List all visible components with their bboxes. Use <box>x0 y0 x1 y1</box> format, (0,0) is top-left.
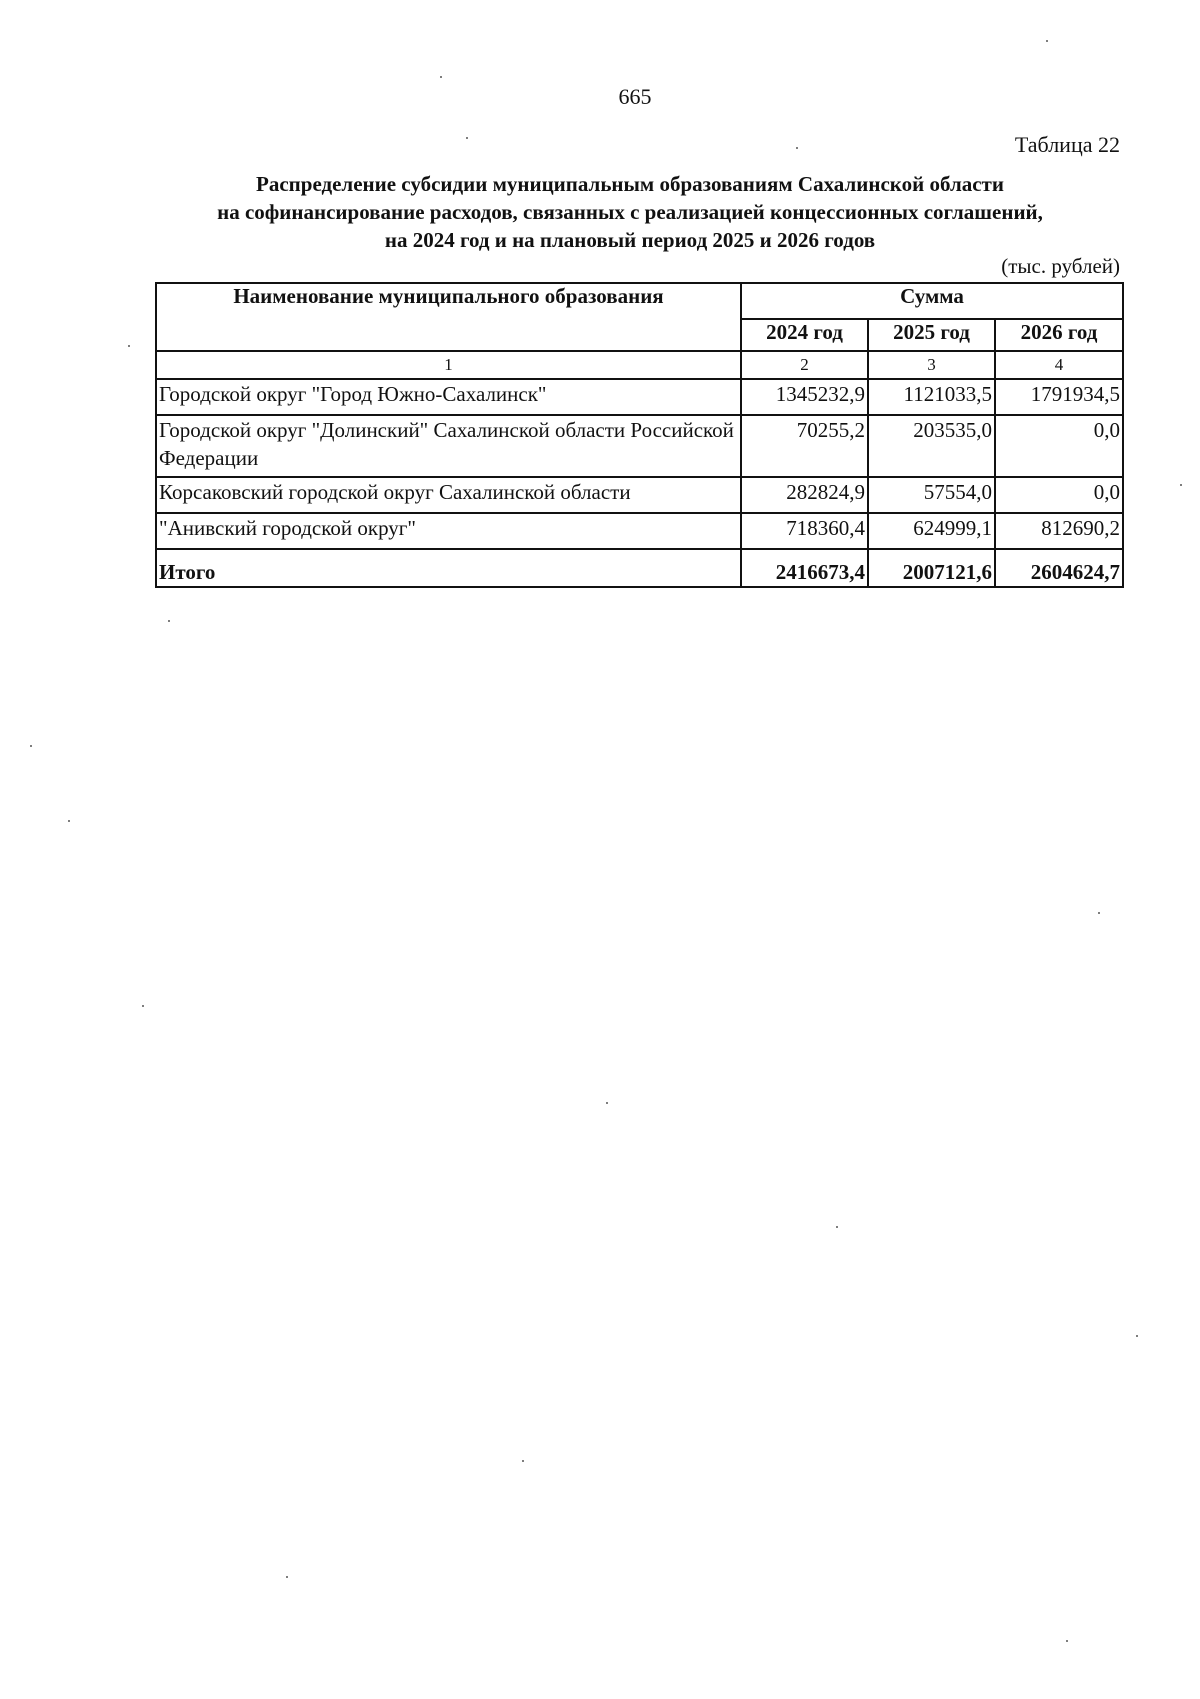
row-value-2025: 57554,0 <box>868 477 995 513</box>
scan-speck <box>30 745 32 747</box>
scan-speck <box>466 137 468 139</box>
scan-speck <box>440 76 442 78</box>
scan-speck <box>836 1226 838 1228</box>
scan-speck <box>522 1460 524 1462</box>
scan-speck <box>1180 484 1182 486</box>
row-value-2025: 624999,1 <box>868 513 995 549</box>
table-row <box>156 513 1123 549</box>
scan-speck <box>286 1576 288 1578</box>
title-line-1: Распределение субсидии муниципальным образованиям Сахалинской области <box>256 172 1004 196</box>
units-label: (тыс. рублей) <box>1001 254 1120 278</box>
row-value-2024: 718360,4 <box>741 513 868 549</box>
scan-speck <box>128 345 130 347</box>
header-sum: Сумма <box>741 283 1123 319</box>
scan-speck <box>1136 1335 1138 1337</box>
header-year-2026: 2026 год <box>995 319 1123 351</box>
scan-speck <box>68 820 70 822</box>
row-value-2026: 1791934,5 <box>995 379 1123 415</box>
row-name: Корсаковский городской округ Сахалинской области <box>156 477 741 513</box>
header-year-2024: 2024 год <box>741 319 868 351</box>
scan-speck <box>168 620 170 622</box>
page-number: 665 <box>618 84 652 109</box>
row-value-2025: 203535,0 <box>868 415 995 477</box>
column-number-4: 4 <box>995 351 1123 379</box>
total-label: Итого <box>156 549 741 587</box>
title-line-3: на 2024 год и на плановый период 2025 и 2026 годов <box>384 228 876 252</box>
table-row <box>156 415 1123 477</box>
document-title <box>150 170 1110 254</box>
scan-speck <box>1098 912 1100 914</box>
scan-speck <box>1046 40 1048 42</box>
table-label: Таблица 22 <box>1014 132 1120 157</box>
scan-speck <box>796 147 798 149</box>
scan-speck <box>1066 1640 1068 1642</box>
column-numbers-row <box>156 351 1123 379</box>
header-row <box>156 283 1123 319</box>
column-number-3: 3 <box>868 351 995 379</box>
scan-speck <box>142 1005 144 1007</box>
total-value-2026: 2604624,7 <box>995 549 1123 587</box>
row-value-2024: 282824,9 <box>741 477 868 513</box>
row-name: Городской округ "Долинский" Сахалинской области Российской Федерации <box>156 415 741 477</box>
title-line-2: на софинансирование расходов, связанных с реализацией концессионных соглашений, <box>217 200 1043 224</box>
table-row <box>156 379 1123 415</box>
row-name: "Анивский городской округ" <box>156 513 741 549</box>
row-value-2026: 812690,2 <box>995 513 1123 549</box>
table-row <box>156 477 1123 513</box>
total-row <box>156 549 1123 587</box>
column-number-2: 2 <box>741 351 868 379</box>
row-value-2025: 1121033,5 <box>868 379 995 415</box>
row-value-2026: 0,0 <box>995 477 1123 513</box>
row-value-2026: 0,0 <box>995 415 1123 477</box>
row-value-2024: 1345232,9 <box>741 379 868 415</box>
row-name: Городской округ "Город Южно-Сахалинск" <box>156 379 741 415</box>
subsidy-table <box>155 282 1124 588</box>
column-number-1: 1 <box>156 351 741 379</box>
header-name: Наименование муниципального образования <box>156 283 741 351</box>
row-value-2024: 70255,2 <box>741 415 868 477</box>
scan-speck <box>606 1102 608 1104</box>
total-value-2025: 2007121,6 <box>868 549 995 587</box>
total-value-2024: 2416673,4 <box>741 549 868 587</box>
header-year-2025: 2025 год <box>868 319 995 351</box>
